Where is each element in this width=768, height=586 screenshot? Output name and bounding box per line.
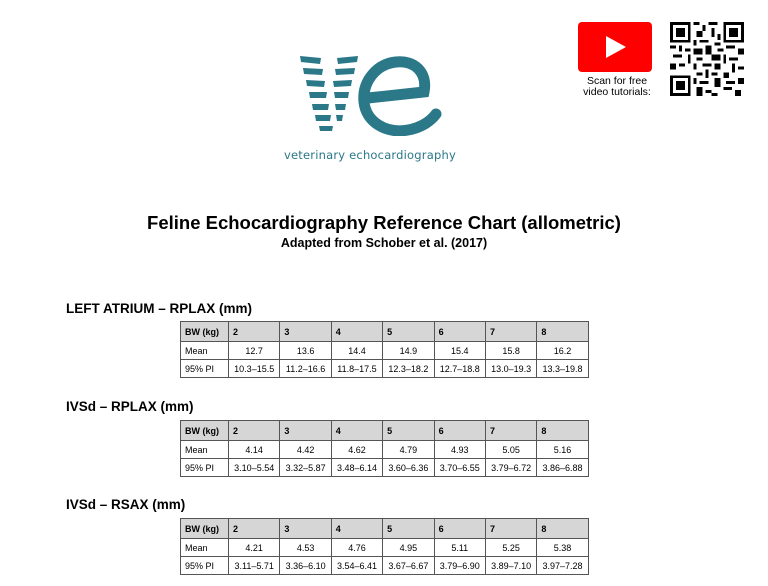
header-cell: 8 (537, 322, 588, 342)
header-cell: 5 (383, 519, 434, 539)
table-cell: 14.9 (383, 342, 434, 360)
table-cell: 3.67–6.67 (383, 557, 434, 575)
table-row (181, 342, 589, 360)
table-cell: 13.3–19.8 (537, 360, 588, 378)
table-cell: 4.95 (383, 539, 434, 557)
header-cell: 3 (280, 421, 331, 441)
table-cell: 4.93 (434, 441, 485, 459)
table-cell: 4.53 (280, 539, 331, 557)
table-cell: 10.3–15.5 (229, 360, 280, 378)
table-cell: 3.36–6.10 (280, 557, 331, 575)
scan-caption-line-1: Scan for free (586, 75, 648, 87)
scan-caption (574, 76, 660, 98)
table-cell: 4.42 (280, 441, 331, 459)
row-label: 95% PI (181, 360, 229, 378)
table-row (181, 539, 589, 557)
qr-code[interactable] (670, 22, 744, 96)
table-cell: 12.7–18.8 (434, 360, 485, 378)
table-cell: 5.16 (537, 441, 588, 459)
table-cell: 3.86–6.88 (537, 459, 588, 477)
row-label: Mean (181, 441, 229, 459)
table-cell: 3.89–7.10 (485, 557, 536, 575)
logo-tagline: veterinary echocardiography (284, 148, 456, 162)
table-cell: 15.8 (485, 342, 536, 360)
header-cell: BW (kg) (181, 322, 229, 342)
table-cell: 3.11–5.71 (229, 557, 280, 575)
section-heading-ivsd-rsax: IVSd – RSAX (mm) (66, 497, 186, 512)
table-cell: 11.8–17.5 (331, 360, 382, 378)
table-cell: 15.4 (434, 342, 485, 360)
page-subtitle: Adapted from Schober et al. (2017) (280, 236, 488, 250)
table-header-row (181, 421, 589, 441)
header-cell: 5 (383, 322, 434, 342)
table-cell: 4.79 (383, 441, 434, 459)
header-cell: 7 (485, 421, 536, 441)
left-atrium-table (180, 321, 589, 378)
header-cell: 6 (434, 322, 485, 342)
table-header-row (181, 322, 589, 342)
table-header-row (181, 519, 589, 539)
table-cell: 3.54–6.41 (331, 557, 382, 575)
header-cell: 8 (537, 519, 588, 539)
table-cell: 3.32–5.87 (280, 459, 331, 477)
table-cell: 4.62 (331, 441, 382, 459)
youtube-play-icon[interactable] (578, 22, 652, 72)
header-cell: 7 (485, 322, 536, 342)
table-cell: 13.0–19.3 (485, 360, 536, 378)
table-cell: 4.21 (229, 539, 280, 557)
section-heading-ivsd-rplax: IVSd – RPLAX (mm) (66, 399, 194, 414)
header-cell: 5 (383, 421, 434, 441)
table-cell: 4.14 (229, 441, 280, 459)
table-row (181, 360, 589, 378)
ve-logo (296, 52, 444, 136)
table-cell: 5.05 (485, 441, 536, 459)
row-label: Mean (181, 342, 229, 360)
table-cell: 3.79–6.90 (434, 557, 485, 575)
table-cell: 14.4 (331, 342, 382, 360)
scan-caption-line-2: video tutorials: (583, 86, 651, 98)
table-cell: 5.11 (434, 539, 485, 557)
table-row (181, 459, 589, 477)
header-cell: 4 (331, 421, 382, 441)
ivsd-rplax-table (180, 420, 589, 477)
table-cell: 5.38 (537, 539, 588, 557)
table-row (181, 557, 589, 575)
header-cell: 4 (331, 519, 382, 539)
table-cell: 3.48–6.14 (331, 459, 382, 477)
ivsd-rsax-table (180, 518, 589, 575)
header-cell: 3 (280, 322, 331, 342)
section-heading-left-atrium: LEFT ATRIUM – RPLAX (mm) (66, 301, 252, 316)
row-label: 95% PI (181, 459, 229, 477)
table-cell: 3.60–6.36 (383, 459, 434, 477)
header-cell: 6 (434, 519, 485, 539)
table-cell: 11.2–16.6 (280, 360, 331, 378)
header-cell: 7 (485, 519, 536, 539)
table-cell: 3.79–6.72 (485, 459, 536, 477)
table-cell: 5.25 (485, 539, 536, 557)
table-cell: 3.97–7.28 (537, 557, 588, 575)
header-cell: 8 (537, 421, 588, 441)
table-cell: 3.10–5.54 (229, 459, 280, 477)
page-title: Feline Echocardiography Reference Chart (allometric) (147, 212, 621, 233)
header-cell: BW (kg) (181, 519, 229, 539)
header-cell: 2 (229, 519, 280, 539)
table-cell: 3.70–6.55 (434, 459, 485, 477)
table-cell: 13.6 (280, 342, 331, 360)
table-cell: 16.2 (537, 342, 588, 360)
header-cell: 3 (280, 519, 331, 539)
header-cell: 2 (229, 322, 280, 342)
header-cell: 6 (434, 421, 485, 441)
header-cell: 4 (331, 322, 382, 342)
table-cell: 12.3–18.2 (383, 360, 434, 378)
table-row (181, 441, 589, 459)
header-cell: 2 (229, 421, 280, 441)
table-cell: 4.76 (331, 539, 382, 557)
row-label: 95% PI (181, 557, 229, 575)
table-cell: 12.7 (229, 342, 280, 360)
header-cell: BW (kg) (181, 421, 229, 441)
row-label: Mean (181, 539, 229, 557)
